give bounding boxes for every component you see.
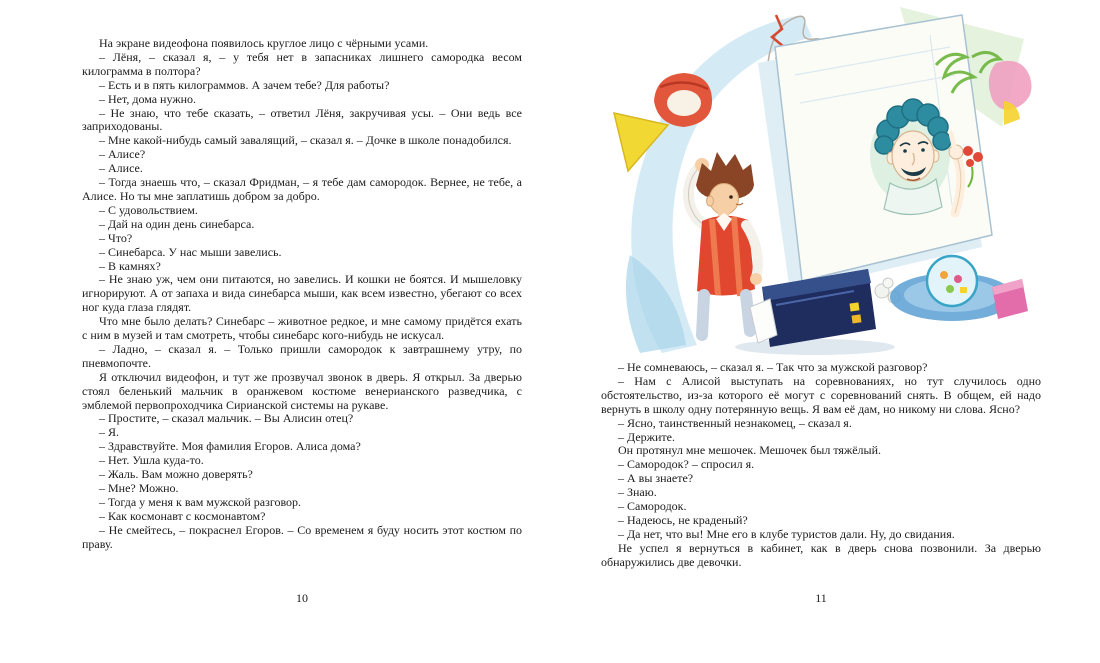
paragraph: Он протянул мне мешочек. Мешочек был тяжёлый. [618, 443, 882, 458]
paragraph: – Алисе? [99, 147, 146, 162]
paragraph: – Есть и в пять килограммов. А зачем тебе? Для работы? [99, 77, 390, 92]
paragraph: – А вы знаете? [618, 471, 694, 486]
paragraph: – В камнях? [99, 258, 161, 273]
paragraph: – Мне какой-нибудь самый завалящий, – сказал я. – Дочке в школе понадобился. [99, 133, 512, 148]
paragraph: – Не знаю, что тебе сказать, – ответил Лёня, закручивая усы. – Они ведь все заприходованы. [82, 105, 522, 134]
paragraph: – Знаю. [618, 485, 657, 500]
paragraph: Я отключил видеофон, и тут же прозвучал звонок в дверь. Я открыл. За дверью стоял беленький мальчик в оранжевом костюме венерианского разведчика, с эмблемой первопроходчика Сирианской системы на рукаве. [82, 369, 522, 412]
paragraph: – Нам с Алисой выступать на соревнованиях, но тут случилось одно обстоятельство, из-за которого её могут с соревнований снять. В общем, ей надо вернуть в школу одну потерянную вещь. Я вам её дам, но никому ни слова. Ясно? [601, 373, 1041, 416]
paragraph: – Самородок. [618, 499, 687, 514]
paragraph: – Синебарса. У нас мыши завелись. [99, 244, 282, 259]
paragraph: – Нет, дома нужно. [99, 91, 197, 106]
illustration-videophone-scene [600, 5, 1050, 357]
paragraph: – Лёня, – сказал я, – у тебя нет в запасниках лишнего самородка весом килограмма в полтора? [82, 49, 522, 78]
paragraph: – Не сомневаюсь, – сказал я. – Так что за мужской разговор? [618, 360, 928, 374]
paragraph: – Ясно, таинственный незнакомец, – сказал я. [618, 415, 852, 430]
paragraph: – Не знаю уж, чем они питаются, но завелись. И кошки не боятся. И мышеловку игнорируют. А от запаха и вида синебарса мыши, как всем известно, убегают со всех ног куда глаза глядят. [82, 272, 522, 315]
paragraph: – Тогда у меня к вам мужской разговор. [99, 494, 302, 509]
paragraph: Что мне было делать? Синебарс – животное редкое, и мне самому придётся ехать с ним в музей и там смотреть, чтобы синебарс кого-нибудь не искусал. [82, 314, 522, 343]
paragraph: Не успел я вернуться в кабинет, как в дверь снова позвонили. За дверью обнаружились две девочки. [601, 540, 1041, 569]
paragraph: – Не смейтесь, – покраснел Егоров. – Со временем я буду носить этот костюм по праву. [82, 522, 522, 551]
illustration-svg [600, 5, 1050, 357]
page-number-right: 11 [815, 591, 827, 605]
paragraph: – Мне? Можно. [99, 481, 179, 495]
paragraph: – Что? [99, 230, 133, 245]
videophone-console [750, 269, 900, 347]
paragraph: – Здравствуйте. Моя фамилия Егоров. Алиса дома? [99, 439, 361, 454]
paragraph: – Я. [99, 425, 120, 440]
paragraph: – Как космонавт с космонавтом? [99, 508, 266, 523]
decor-round-dish [927, 256, 977, 306]
paragraph: – Жаль. Вам можно доверять? [99, 467, 253, 482]
paragraph: – Держите. [618, 429, 675, 444]
paragraph: – Ладно, – сказал я. – Только пришли самородок к завтрашнему утру, по пневмопочте. [82, 341, 522, 370]
paragraph: – Алисе. [99, 161, 143, 176]
paragraph: – Самородок? – спросил я. [618, 457, 755, 472]
paragraph: – Простите, – сказал мальчик. – Вы Алисин отец? [99, 411, 354, 426]
paragraph: – Тогда знаешь что, – сказал Фридман, – я тебе дам самородок. Вернее, не тебе, а Алисе. Но ты мне заплатишь добром за добро. [82, 175, 522, 203]
paragraph: – С удовольствием. [99, 202, 198, 217]
paragraph: – Нет. Ушла куда-то. [99, 453, 204, 468]
paragraph: – Дай на один день синебарса. [99, 216, 255, 231]
page-right-text [601, 361, 1041, 570]
paragraph: На экране видеофона появилось круглое лицо с чёрными усами. [99, 36, 429, 50]
page-number-left: 10 [296, 591, 308, 605]
page-left-text [82, 37, 522, 552]
paragraph: – Да нет, что вы! Мне его в клубе туристов дали. Ну, до свидания. [618, 526, 955, 541]
paragraph: – Надеюсь, не краденый? [618, 512, 748, 527]
